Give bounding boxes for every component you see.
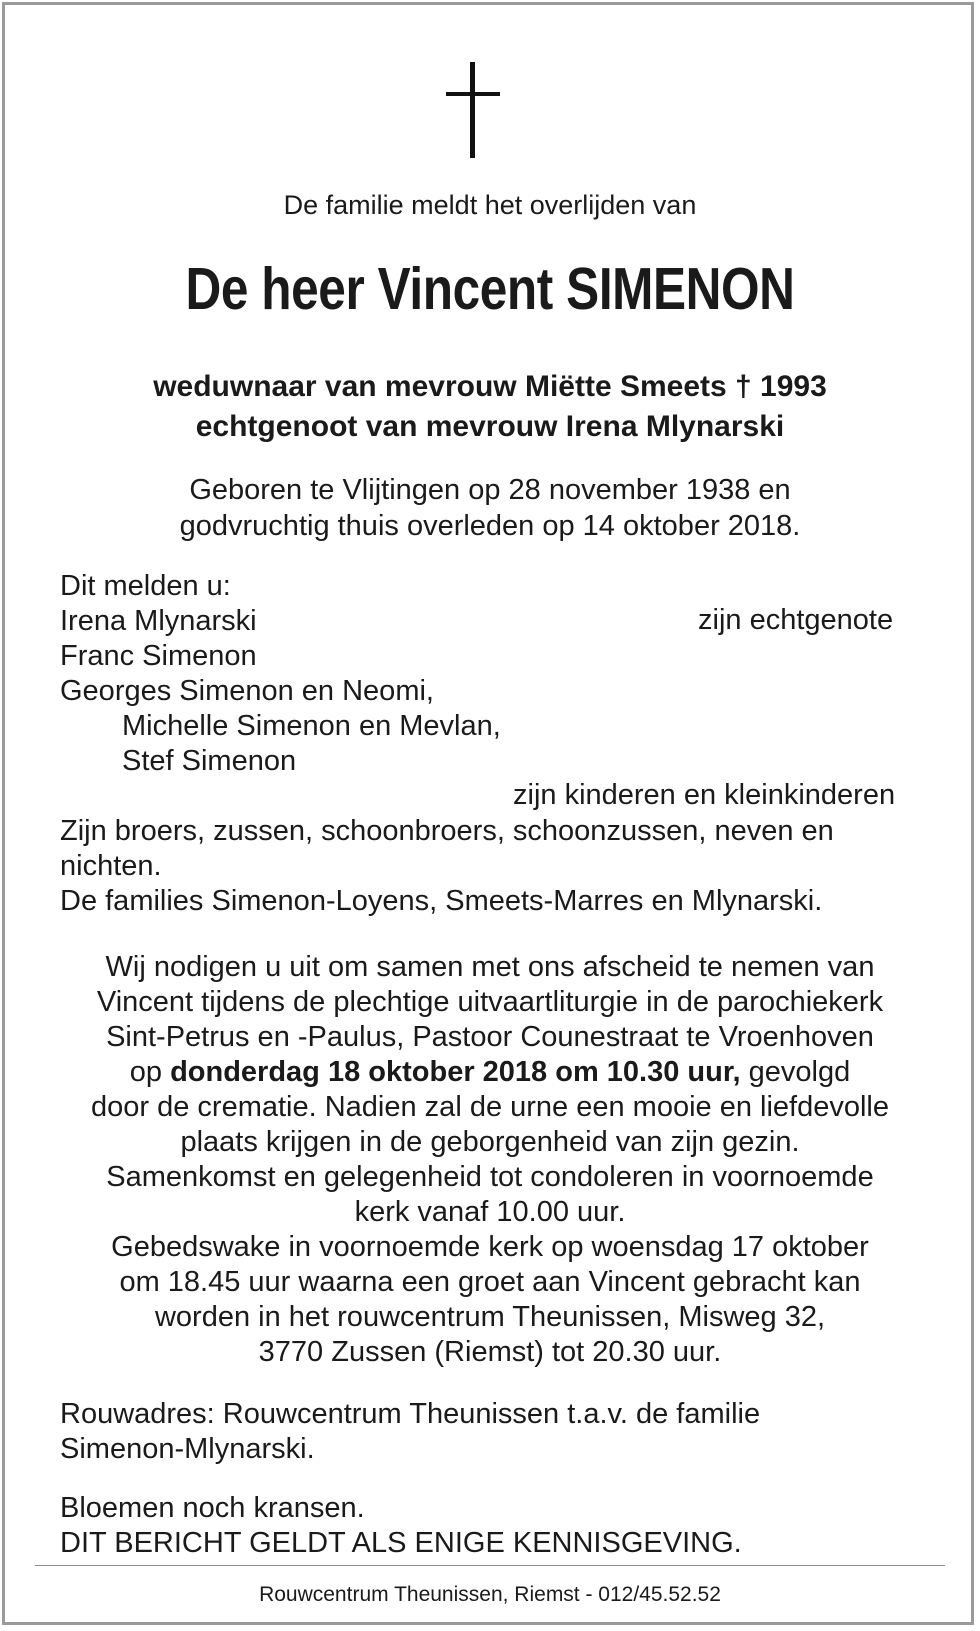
birth-death-dates	[0, 472, 980, 544]
service-line: worden in het rouwcentrum Theunissen, Misweg 32,	[154, 1301, 826, 1333]
intro-text: De familie meldt het overlijden van	[283, 190, 697, 220]
siblings-line: nichten.	[60, 850, 162, 882]
children-relation: zijn kinderen en kleinkinderen	[513, 779, 896, 811]
death-line: godvruchtig thuis overleden op 14 oktober 2018.	[179, 510, 801, 542]
closing-line: Bloemen noch kransen.	[60, 1492, 365, 1524]
grandchild-name: Michelle Simenon en Mevlan,	[122, 710, 501, 742]
footer-divider	[35, 1565, 945, 1566]
widower-line: weduwnaar van mevrouw Miëtte Smeets † 1993	[153, 370, 827, 403]
service-line: Samenkomst en gelegenheid tot condoleren in voornoemde	[106, 1161, 874, 1193]
siblings-line: Zijn broers, zussen, schoonbroers, schoonzussen, neven en	[60, 815, 834, 847]
grandchild-name: Stef Simenon	[122, 745, 297, 777]
mourners-heading: Dit melden u:	[60, 570, 231, 602]
service-line: Wij nodigen u uit om samen met ons afscheid te nemen van	[105, 951, 875, 983]
spouse-line: echtgenoot van mevrouw Irena Mlynarski	[195, 410, 785, 443]
child-name: Georges Simenon en Neomi,	[60, 675, 434, 707]
service-line: Sint-Petrus en -Paulus, Pastoor Counestraat te Vroenhoven	[106, 1021, 874, 1053]
service-line: om 18.45 uur waarna een groet aan Vincent gebracht kan	[119, 1266, 861, 1298]
service-line: 3770 Zussen (Riemst) tot 20.30 uur.	[258, 1336, 722, 1368]
service-line: Vincent tijdens de plechtige uitvaartliturgie in de parochiekerk	[96, 986, 884, 1018]
deceased-name: De heer Vincent SIMENON	[185, 256, 795, 322]
footer-text: Rouwcentrum Theunissen, Riemst - 012/45.52.52	[259, 1583, 721, 1606]
spouse-name: Irena Mlynarski	[60, 605, 257, 637]
subtitle	[0, 367, 980, 447]
birth-line: Geboren te Vlijtingen op 28 november 1938 en	[189, 474, 791, 506]
funeral-service-text	[0, 950, 980, 1370]
closing-line: DIT BERICHT GELDT ALS ENIGE KENNISGEVING.	[60, 1527, 742, 1559]
service-date: donderdag 18 oktober 2018 om 10.30 uur,	[170, 1056, 741, 1088]
closing-text	[60, 1491, 742, 1561]
service-date-prefix: op	[129, 1056, 171, 1088]
mourning-address	[60, 1397, 760, 1467]
service-line: door de crematie. Nadien zal de urne een mooie en liefdevolle	[91, 1091, 889, 1123]
spouse-relation: zijn echtgenote	[698, 604, 894, 636]
cross-icon	[446, 62, 500, 158]
address-line: Simenon-Mlynarski.	[60, 1433, 315, 1465]
service-date-line	[0, 1055, 980, 1090]
service-line: plaats krijgen in de geborgenheid van zijn gezin.	[180, 1126, 800, 1158]
child-name: Franc Simenon	[60, 640, 257, 672]
service-date-suffix: gevolgd	[740, 1056, 851, 1088]
service-line: Gebedswake in voornoemde kerk op woensdag 17 oktober	[111, 1231, 869, 1263]
families-line: De families Simenon-Loyens, Smeets-Marres en Mlynarski.	[60, 885, 823, 917]
service-line: kerk vanaf 10.00 uur.	[354, 1196, 626, 1228]
address-line: Rouwadres: Rouwcentrum Theunissen t.a.v. de familie	[60, 1398, 761, 1430]
